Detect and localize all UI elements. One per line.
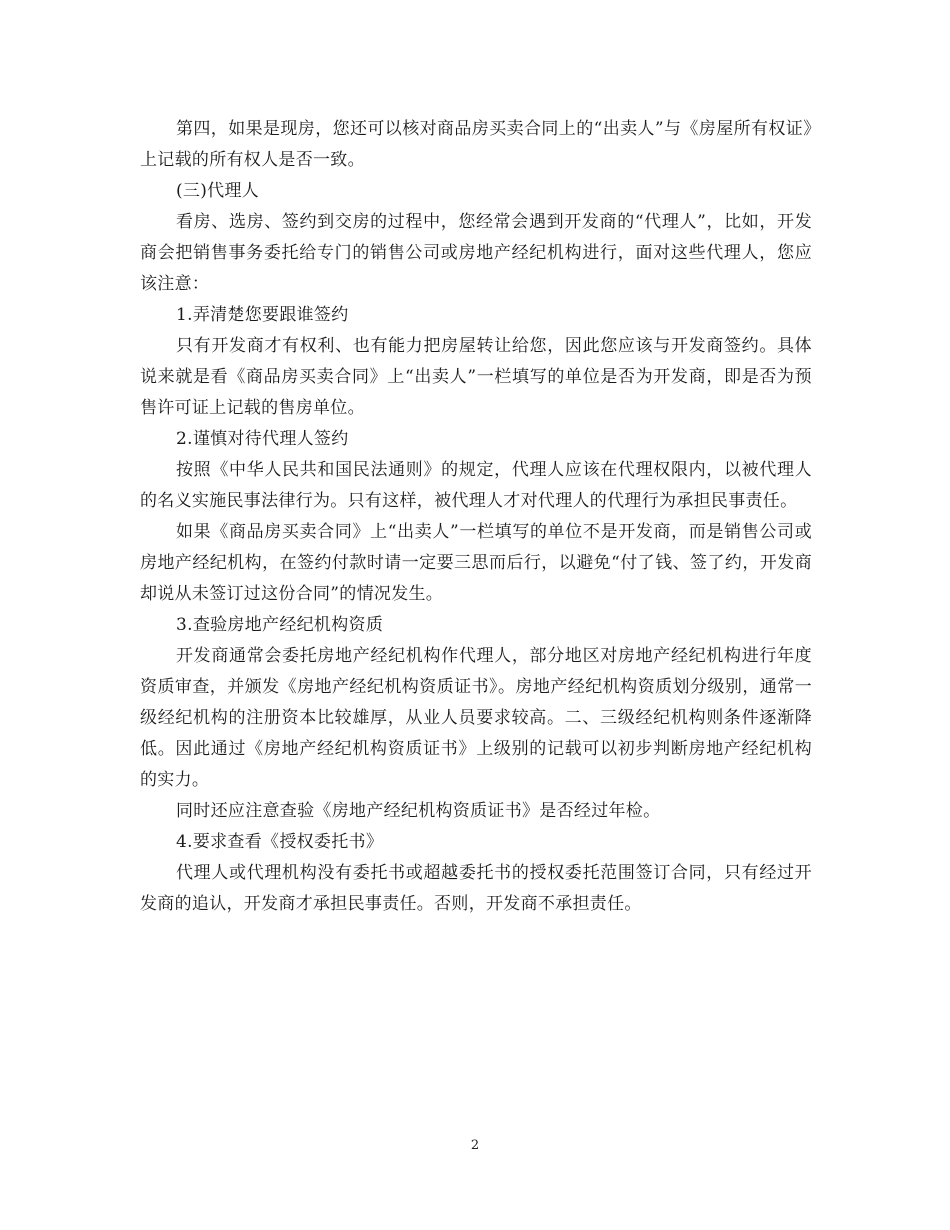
subsection-heading: 2.谨慎对待代理人签约 [176, 429, 349, 449]
paragraph: 开发商通常会委托房地产经纪机构作代理人，部分地区对房地产经纪机构进行年度资质审查，并颁发《房地产经纪机构资质证书》。房地产经纪机构资质划分级别，通常一级经纪机构的注册资本比较雄厚，从业人员要求较高。二、三级经纪机构则条件逐渐降低。因此通过《房地产经纪机构资质证书》上级别的记载可以初步判断房地产经纪机构的实力。 [140, 646, 812, 790]
paragraph: 只有开发商才有权利、也有能力把房屋转让给您，因此您应该与开发商签约。具体说来就是看《商品房买卖合同》上“出卖人”一栏填写的单位是否为开发商，即是否为预售许可证上记载的售房单位。 [140, 336, 812, 418]
document-body [140, 114, 812, 920]
section-heading: (三)代理人 [176, 181, 260, 201]
subsection-heading: 3.查验房地产经纪机构资质 [176, 615, 384, 635]
paragraph: 第四，如果是现房，您还可以核对商品房买卖合同上的“出卖人”与《房屋所有权证》上记载的所有权人是否一致。 [140, 119, 812, 170]
paragraph: 代理人或代理机构没有委托书或超越委托书的授权委托范围签订合同，只有经过开发商的追认，开发商才承担民事责任。否则，开发商不承担责任。 [140, 863, 812, 914]
page-number: 2 [470, 1138, 480, 1153]
paragraph: 看房、选房、签约到交房的过程中，您经常会遇到开发商的“代理人”，比如，开发商会把销售事务委托给专门的销售公司或房地产经纪机构进行，面对这些代理人，您应该注意： [140, 212, 812, 294]
paragraph: 按照《中华人民共和国民法通则》的规定，代理人应该在代理权限内，以被代理人的名义实施民事法律行为。只有这样，被代理人才对代理人的代理行为承担民事责任。 [140, 460, 812, 511]
paragraph: 同时还应注意查验《房地产经纪机构资质证书》是否经过年检。 [176, 801, 661, 821]
subsection-heading: 4.要求查看《授权委托书》 [176, 832, 384, 852]
subsection-heading: 1.弄清楚您要跟谁签约 [176, 305, 349, 325]
paragraph: 如果《商品房买卖合同》上“出卖人”一栏填写的单位不是开发商，而是销售公司或房地产经纪机构，在签约付款时请一定要三思而后行，以避免“付了钱、签了约，开发商却说从未签订过这份合同”的情况发生。 [140, 522, 812, 604]
